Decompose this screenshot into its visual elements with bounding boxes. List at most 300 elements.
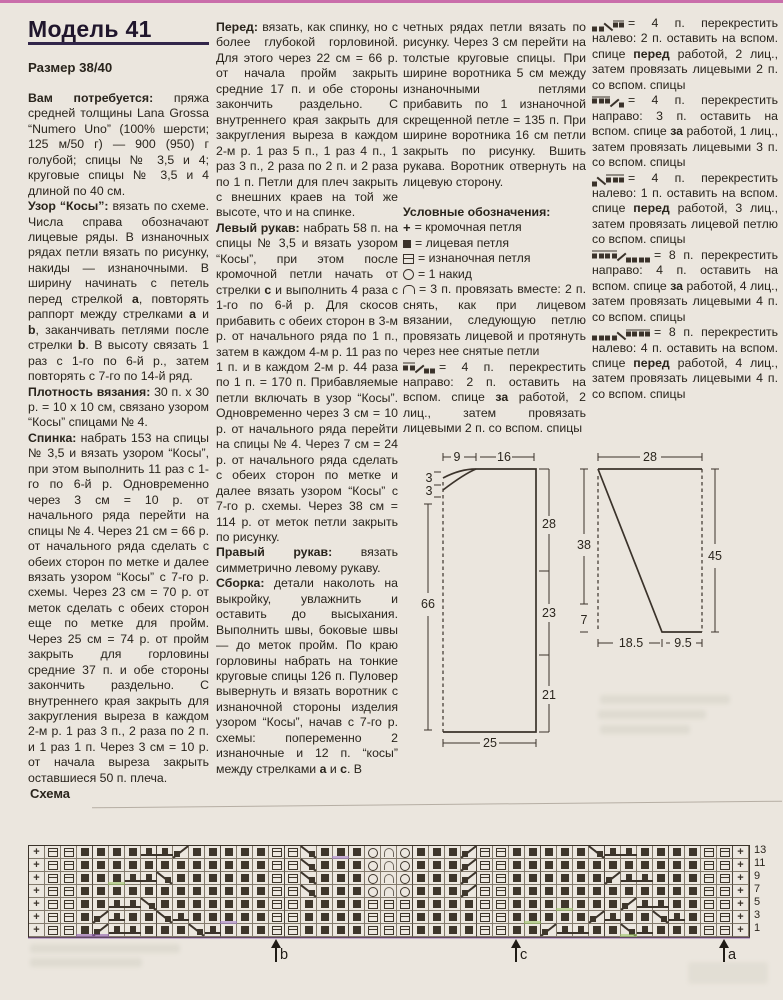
chart-row-number: 1 xyxy=(754,922,761,934)
cable-square xyxy=(592,181,597,186)
chart-cell xyxy=(669,911,685,924)
chart-cell xyxy=(653,924,669,937)
knit-stitch-icon xyxy=(209,861,217,869)
chart-cell xyxy=(253,846,269,859)
knit-stitch-icon xyxy=(241,926,249,934)
chart-cell xyxy=(413,898,429,911)
chart-cell xyxy=(669,898,685,911)
knit-stitch-icon xyxy=(689,926,697,934)
chart-cell xyxy=(509,898,525,911)
sleeve-right-measure: 45 xyxy=(708,549,722,563)
chart-cell xyxy=(285,846,301,859)
knit-stitch-icon xyxy=(417,874,425,882)
purl-stitch-icon xyxy=(288,848,298,857)
chart-cell xyxy=(413,846,429,859)
chart-cell xyxy=(125,898,141,911)
knit-stitch-icon xyxy=(241,900,249,908)
purl-stitch-icon xyxy=(272,848,282,857)
chart-cell xyxy=(541,911,557,924)
chart-cell xyxy=(573,924,589,937)
cable-cross-right-icon xyxy=(592,253,650,261)
knit-stitch-icon xyxy=(353,848,361,856)
chart-cell xyxy=(477,859,493,872)
knit-stitch-icon xyxy=(113,874,121,882)
cable-square xyxy=(197,929,203,935)
chart-cell xyxy=(701,911,717,924)
knit-stitch-icon xyxy=(657,874,665,882)
chart-cell xyxy=(525,872,541,885)
body-piece-diagram xyxy=(421,450,556,750)
chart-cell xyxy=(525,898,541,911)
purl-stitch-icon xyxy=(48,848,58,857)
chart-cell xyxy=(157,898,173,911)
knit-stitch-icon xyxy=(529,900,537,908)
purl-stitch-icon xyxy=(48,861,58,870)
knit-stitch-icon xyxy=(161,861,169,869)
chart-cell xyxy=(61,911,77,924)
cable-line-icon xyxy=(653,906,669,908)
knit-stitch-icon xyxy=(625,913,633,921)
chart-cell xyxy=(621,924,637,937)
legend-item xyxy=(592,325,778,402)
column-3 xyxy=(403,20,586,437)
cable-squares xyxy=(592,336,617,341)
knit-stitch-icon xyxy=(177,887,185,895)
chart-cell xyxy=(301,898,317,911)
knit-stitch-icon xyxy=(529,926,537,934)
chart-cell xyxy=(205,911,221,924)
knit-stitch-icon xyxy=(433,874,441,882)
chart-cell xyxy=(733,846,749,859)
chart-cell xyxy=(365,924,381,937)
sleeve-bottom-right-measure: 9.5 xyxy=(674,636,692,650)
cable-line-icon xyxy=(173,919,189,921)
chart-cell xyxy=(493,911,509,924)
knit-stitch-icon xyxy=(209,848,217,856)
chart-cell xyxy=(685,872,701,885)
cable-line-icon xyxy=(637,880,653,882)
chart-cell xyxy=(45,924,61,937)
chart-cell xyxy=(253,898,269,911)
knit-stitch-icon xyxy=(593,926,601,934)
chart-row-number: 13 xyxy=(754,844,767,856)
cable-line-icon xyxy=(605,919,621,921)
knit-stitch-icon xyxy=(561,900,569,908)
chart-cell xyxy=(365,898,381,911)
chart-cell xyxy=(493,898,509,911)
knit-stitch-icon xyxy=(353,861,361,869)
chart-cell xyxy=(253,859,269,872)
print-bleed xyxy=(600,695,730,704)
knit-stitch-icon xyxy=(97,861,105,869)
knit-stitch-icon xyxy=(177,926,185,934)
cable-square xyxy=(462,890,468,896)
knit-stitch-icon xyxy=(193,874,201,882)
chart-cell xyxy=(189,924,205,937)
cable-square xyxy=(309,890,315,896)
chart-cell xyxy=(61,924,77,937)
knit-stitch-icon xyxy=(642,900,648,906)
knit-stitch-icon xyxy=(689,887,697,895)
cable-square xyxy=(639,332,644,337)
chart-cell xyxy=(669,859,685,872)
cable-line-icon xyxy=(109,919,125,921)
knit-stitch-icon xyxy=(674,913,680,919)
purl-stitch-icon xyxy=(272,900,282,909)
knit-stitch-icon xyxy=(81,900,89,908)
chart-cell xyxy=(733,911,749,924)
purl-stitch-icon xyxy=(272,887,282,896)
chart-cell xyxy=(173,859,189,872)
chart-cell xyxy=(525,911,541,924)
chart-cell xyxy=(349,872,365,885)
knit-stitch-icon xyxy=(657,926,665,934)
chart-cell xyxy=(397,898,413,911)
chart-cell xyxy=(141,885,157,898)
chart-cell xyxy=(653,885,669,898)
cable-line-icon xyxy=(557,932,573,934)
knit-stitch-icon xyxy=(673,900,681,908)
chart-cell xyxy=(205,846,221,859)
purl-stitch-icon xyxy=(48,887,58,896)
chart-cell xyxy=(349,911,365,924)
purl-stitch-icon xyxy=(704,848,714,857)
purl-stitch-icon xyxy=(384,913,394,922)
knit-stitch-icon xyxy=(321,848,329,856)
chart-cell xyxy=(189,911,205,924)
chart-cell xyxy=(157,859,173,872)
knit-stitch-icon xyxy=(417,861,425,869)
knit-stitch-icon xyxy=(610,848,616,854)
knit-3-together-icon xyxy=(384,848,394,857)
sleeve-left-bottom-measure: 7 xyxy=(580,613,588,627)
chart-cell xyxy=(573,872,589,885)
yarn-over-icon xyxy=(368,874,378,884)
cable-square xyxy=(590,916,596,922)
chart-cell xyxy=(365,846,381,859)
chart-cell xyxy=(237,911,253,924)
knit-stitch-icon xyxy=(673,848,681,856)
chart-cell xyxy=(253,872,269,885)
knit-stitch-icon xyxy=(577,861,585,869)
chart-cell xyxy=(125,846,141,859)
knit-stitch-icon xyxy=(162,848,168,854)
chart-cell xyxy=(381,911,397,924)
purl-stitch-icon xyxy=(704,861,714,870)
chart-cell xyxy=(93,898,109,911)
knit-stitch-icon xyxy=(114,900,120,906)
chart-cell xyxy=(77,911,93,924)
knit-stitch-icon xyxy=(433,926,441,934)
knit-stitch-icon xyxy=(161,887,169,895)
chart-cell xyxy=(461,846,477,859)
knit-stitch-icon xyxy=(417,848,425,856)
chart-cell xyxy=(189,846,205,859)
knit-stitch-icon xyxy=(129,887,137,895)
chart-cell xyxy=(157,924,173,937)
knit-stitch-icon xyxy=(641,861,649,869)
knit-stitch-icon xyxy=(130,900,136,906)
chart-cell xyxy=(493,846,509,859)
chart-cell xyxy=(109,859,125,872)
chart-cell xyxy=(541,872,557,885)
chart-cell xyxy=(717,924,733,937)
cable-square xyxy=(622,903,628,909)
chart-cell xyxy=(461,924,477,937)
cable-square xyxy=(626,257,631,262)
yarn-over-icon xyxy=(400,887,410,897)
chart-cell xyxy=(701,872,717,885)
chart-cell xyxy=(653,846,669,859)
knit-stitch-icon xyxy=(626,874,632,880)
chart-cell xyxy=(253,885,269,898)
purl-stitch-icon xyxy=(704,887,714,896)
knit-stitch-icon xyxy=(209,913,217,921)
cable-square xyxy=(619,102,624,107)
knit-stitch-icon xyxy=(305,913,313,921)
knit-stitch-icon xyxy=(626,848,632,854)
chart-cell xyxy=(93,872,109,885)
knit-stitch-icon xyxy=(577,913,585,921)
chart-cell xyxy=(589,872,605,885)
edge-stitch-icon: + xyxy=(403,220,411,236)
knit-stitch-icon xyxy=(114,913,120,919)
print-bleed xyxy=(600,725,690,734)
purl-stitch-icon xyxy=(720,861,730,870)
chart-cell xyxy=(733,885,749,898)
knit-stitch-icon xyxy=(337,887,345,895)
body-paragraph: Правый рукав: вязать симметрично левому рукаву. xyxy=(216,545,398,575)
purl-stitch-icon xyxy=(720,913,730,922)
knit-stitch-icon xyxy=(225,900,233,908)
chart-cell xyxy=(29,924,45,937)
cable-cross-right-icon xyxy=(592,99,624,107)
chart-cell xyxy=(621,885,637,898)
chart-cell xyxy=(77,885,93,898)
knit-stitch-icon xyxy=(642,874,648,880)
knit-stitch-icon xyxy=(403,240,411,248)
chart-cell xyxy=(445,872,461,885)
cable-slash-icon xyxy=(616,253,625,261)
chart-grid xyxy=(28,845,750,938)
chart-cell xyxy=(701,885,717,898)
knit-stitch-icon xyxy=(529,913,537,921)
cable-line-icon xyxy=(125,906,141,908)
knit-stitch-icon xyxy=(193,861,201,869)
knit-stitch-icon xyxy=(210,926,216,932)
purl-stitch-icon xyxy=(48,913,58,922)
chart-cell xyxy=(333,885,349,898)
cable-square xyxy=(462,851,468,857)
knit-stitch-icon xyxy=(577,900,585,908)
knit-stitch-icon xyxy=(321,861,329,869)
knit-stitch-icon xyxy=(337,861,345,869)
body-right-mid-measure: 23 xyxy=(542,606,556,620)
chart-cell xyxy=(509,859,525,872)
knit-stitch-icon xyxy=(433,887,441,895)
chart-cell xyxy=(637,885,653,898)
chart-cell xyxy=(509,872,525,885)
knit-stitch-icon xyxy=(257,926,265,934)
knit-stitch-icon xyxy=(609,900,617,908)
cable-slash-icon xyxy=(610,98,619,106)
chart-cell xyxy=(173,924,189,937)
edge-stitch-icon: + xyxy=(737,872,744,884)
chart-cell xyxy=(77,859,93,872)
chart-cell xyxy=(29,859,45,872)
knit-stitch-icon xyxy=(545,861,553,869)
knit-stitch-icon xyxy=(161,900,169,908)
chart-cell xyxy=(445,846,461,859)
legend-items-col4 xyxy=(592,16,778,402)
chart-cell xyxy=(29,898,45,911)
chart-cell xyxy=(429,859,445,872)
cable-square xyxy=(613,177,618,182)
cable-backslash-icon xyxy=(597,177,606,185)
column-2 xyxy=(216,20,398,777)
purl-stitch-icon xyxy=(403,254,414,264)
purl-stitch-icon xyxy=(496,926,506,935)
legend-items-col3 xyxy=(403,220,586,436)
schema-rule xyxy=(92,801,782,809)
body-side-measure: 66 xyxy=(421,597,435,611)
chart-cell xyxy=(621,846,637,859)
chart-cell xyxy=(141,898,157,911)
chart-cell xyxy=(717,859,733,872)
knit-stitch-icon xyxy=(433,900,441,908)
chart-cell xyxy=(29,911,45,924)
knit-stitch-icon xyxy=(209,874,217,882)
knit-stitch-icon xyxy=(545,874,553,882)
sleeve-top-measure: 28 xyxy=(643,450,657,464)
cable-line-icon xyxy=(637,906,653,908)
cable-slash-icon xyxy=(414,365,423,373)
chart-cell xyxy=(93,885,109,898)
cable-line-icon xyxy=(205,932,221,934)
knit-stitch-icon xyxy=(513,913,521,921)
body-right-top-measure: 28 xyxy=(542,517,556,531)
chart-cell xyxy=(525,885,541,898)
cable-square xyxy=(619,177,624,182)
chart-cell xyxy=(237,859,253,872)
chart-cell xyxy=(221,924,237,937)
chart-cell xyxy=(301,911,317,924)
chart-cell xyxy=(333,859,349,872)
chart-cell xyxy=(317,911,333,924)
chart-cell xyxy=(669,924,685,937)
chart-row-number: 9 xyxy=(754,870,761,882)
chart-arrow-label: a xyxy=(728,947,737,963)
chart-cell xyxy=(397,885,413,898)
knit-stitch-icon xyxy=(225,887,233,895)
chart-cell xyxy=(205,872,221,885)
knit-stitch-icon xyxy=(97,900,105,908)
chart-cell xyxy=(237,885,253,898)
chart-cell xyxy=(605,911,621,924)
column-1-paragraphs xyxy=(28,91,209,786)
chart-cell xyxy=(541,885,557,898)
knit-stitch-icon xyxy=(625,887,633,895)
cable-square xyxy=(605,99,610,104)
purl-stitch-icon xyxy=(480,926,490,935)
body-top-right-measure: 16 xyxy=(497,450,511,464)
purl-stitch-icon xyxy=(384,926,394,935)
cable-square xyxy=(599,27,604,32)
chart-cell xyxy=(621,859,637,872)
chart-cell xyxy=(717,898,733,911)
edge-stitch-icon: + xyxy=(737,898,744,910)
chart-cell xyxy=(621,911,637,924)
knit-stitch-icon xyxy=(577,874,585,882)
knit-stitch-icon xyxy=(465,913,473,921)
knit-stitch-icon xyxy=(673,926,681,934)
chart-cell xyxy=(589,846,605,859)
cable-squares xyxy=(592,181,597,186)
knit-stitch-icon xyxy=(353,887,361,895)
knit-stitch-icon xyxy=(545,887,553,895)
knit-stitch-icon xyxy=(561,887,569,895)
chart-cell xyxy=(429,911,445,924)
knit-stitch-icon xyxy=(129,861,137,869)
purl-stitch-icon xyxy=(704,913,714,922)
chart-cell xyxy=(589,924,605,937)
purl-stitch-icon xyxy=(64,874,74,883)
body-paragraph: Узор “Косы”: вязать по схеме. Числа справа обозначают лицевые ряды. В изнаночных рядах петли вязать по рисунку, накиды — изнаночными. В ширину начинать с петель перед стрелкой a, повторять раппорт между стрелками a и b, заканчивать петлями после стрелки b. В высоту связать 1 раз с 1-го по 6-й р., затем повторять с 7-го по 14-й ряд. xyxy=(28,199,210,384)
cable-square xyxy=(661,916,667,922)
chart-cell xyxy=(221,885,237,898)
chart-cell xyxy=(61,846,77,859)
purl-stitch-icon xyxy=(64,848,74,857)
purl-stitch-icon xyxy=(480,874,490,883)
chart-cell xyxy=(541,859,557,872)
cable-squares xyxy=(626,257,651,262)
knit-stitch-icon xyxy=(689,913,697,921)
body-paragraph: Плотность вязания: 30 п. x 30 р. = 10 x 10 см, связано узором “Косы” спицами № 4. xyxy=(28,384,209,430)
chart-cell xyxy=(413,872,429,885)
knit-stitch-icon xyxy=(545,848,553,856)
chart-cell xyxy=(653,911,669,924)
cable-squares xyxy=(606,175,624,183)
knit-stitch-icon xyxy=(337,848,345,856)
purl-stitch-icon xyxy=(480,887,490,896)
knit-stitch-icon xyxy=(561,861,569,869)
chart-cell xyxy=(445,898,461,911)
knit-stitch-icon xyxy=(178,913,184,919)
chart-cell xyxy=(29,872,45,885)
knit-stitch-icon xyxy=(321,900,329,908)
cable-square xyxy=(632,332,637,337)
edge-stitch-icon: + xyxy=(33,859,40,871)
chart-cell xyxy=(413,859,429,872)
chart-cell xyxy=(269,872,285,885)
purl-stitch-icon xyxy=(496,887,506,896)
cable-square xyxy=(462,877,468,883)
knit-stitch-icon xyxy=(578,926,584,932)
chart-cell xyxy=(221,859,237,872)
column-4 xyxy=(592,16,778,402)
knit-stitch-icon xyxy=(305,926,313,934)
cable-line-icon xyxy=(157,854,173,856)
body-paragraph: Вам потребуется: пряжа средней толщины Lana Grossa “Numero Uno” (100% шерсти; 125 м/50 г) — 900 (950) г голубой; спицы № 3,5 и 4; круговые спицы № 3,5 и 4 длиной по 40 см. xyxy=(28,90,209,198)
knit-stitch-icon xyxy=(577,887,585,895)
cable-cross-left-icon xyxy=(592,332,650,340)
cable-square xyxy=(619,23,624,28)
chart-cell xyxy=(589,898,605,911)
knit-stitch-icon xyxy=(561,913,569,921)
chart-cell xyxy=(717,885,733,898)
body-paragraph: Перед: вязать, как спинку, но с более глубокой горловиной. Для этого через 22 см = 66 р. от начала пройм закрыть средние 17 п. и обе стороны закончить раздельно. С внутреннего края закрыть для закругления выреза в каждом 2-м р. 1 раз 5 п., 1 раз 4 п., 1 раз 3 п., 2 раза по 2 п. и 2 раза по 1 п. Петли для плеч закрыть с внешних краев на той же высоте, что и на спинке. xyxy=(216,20,398,220)
knit-stitch-icon xyxy=(642,926,648,932)
